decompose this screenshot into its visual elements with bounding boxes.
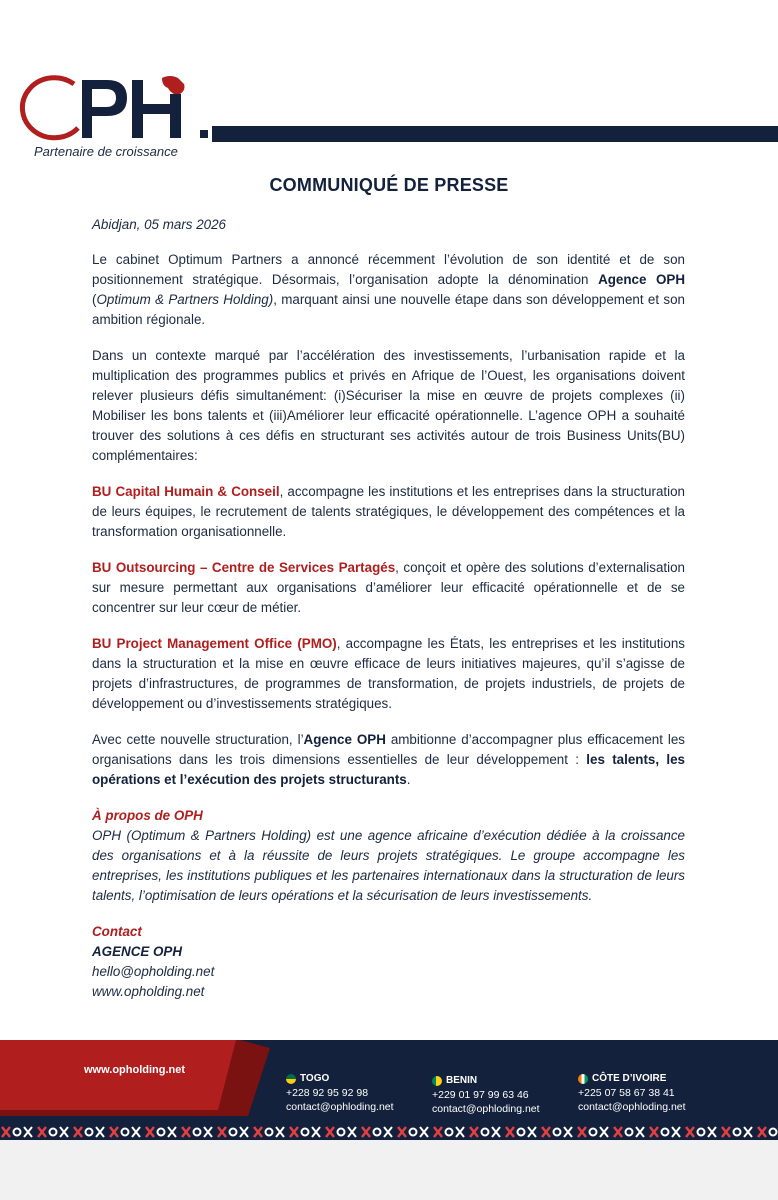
footer-decorative-pattern xyxy=(0,1124,778,1140)
civ-phone: +225 07 58 67 38 41 xyxy=(578,1087,675,1099)
paragraph-context: Dans un contexte marqué par l’accélération des investissements, l’urbanisation rapide et la multiplication des programmes publics et privés en Afrique de l’Ouest, les organisations doivent relever plusieurs défis simultanément: (i)Sécuriser la mise en œuvre de projets complexes (ii) Mobiliser les bons talents et (iii)Améliorer leur efficacité opérationnelle. L’agence OPH a souhaité trouver des solutions à ces défis en structurant ses activités autour de trois Business Units(BU) complémentaires: xyxy=(92,348,685,463)
civ-email[interactable]: contact@ophloding.net xyxy=(578,1101,686,1113)
paragraph-bu-capital-humain xyxy=(92,482,685,542)
footer-website[interactable]: www.opholding.net xyxy=(84,1064,186,1076)
contact-email[interactable]: hello@opholding.net xyxy=(92,964,215,979)
header-bar xyxy=(212,126,778,142)
oph-logo-mark xyxy=(12,72,212,147)
togo-country-label: TOGO xyxy=(300,1073,330,1084)
press-release-body xyxy=(92,215,685,1002)
bu3-name: BU Project Management Office (PMO) xyxy=(92,636,337,651)
civ-country-label: CÔTE D’IVOIRE xyxy=(592,1073,667,1084)
bu1-text: , accompagne les institutions et les entreprises dans la structuration de leurs équipes, le recrutement de talents stratégiques, le développement des compétences et la transformation organisationnelle. xyxy=(92,484,685,539)
bu2-name: BU Outsourcing – Centre de Services Partagés xyxy=(92,560,396,575)
bu3-text: , accompagne les États, les entreprises et les institutions dans la structuration et la mise en œuvre efficace de leurs initiatives majeures, qu’il s’agisse de projets d’infrastructures, de programmes de transformation, de projets industriels, de projets de développement ou d’investissements stratégiques. xyxy=(92,636,685,711)
civ-country xyxy=(578,1072,686,1086)
contact-website[interactable]: www.opholding.net xyxy=(92,984,205,999)
intro-full-name: Optimum & Partners Holding) xyxy=(96,292,274,307)
togo-phone: +228 92 95 92 98 xyxy=(286,1087,369,1099)
intro-text-2: ( xyxy=(92,292,97,307)
ambition-text-1: Avec cette nouvelle structuration, l’ xyxy=(92,732,304,747)
about-heading: À propos de OPH xyxy=(92,808,203,823)
benin-country-label: BENIN xyxy=(446,1075,478,1086)
document-title: COMMUNIQUÉ DE PRESSE xyxy=(269,175,509,195)
intro-agency-name: Agence OPH xyxy=(598,272,686,287)
cote-ivoire-flag-icon xyxy=(578,1074,588,1084)
footer-location-cote-ivoire xyxy=(578,1072,686,1114)
paragraph-ambition xyxy=(92,730,685,790)
intro-text-3: , marquant ainsi une nouvelle étape dans son développement et son ambition régionale. xyxy=(92,292,685,327)
benin-country xyxy=(432,1074,540,1088)
paragraph-bu-outsourcing xyxy=(92,558,685,618)
about-text: OPH (Optimum & Partners Holding) est une agence africaine d’exécution dédiée à la croissance des organisations et à la réussite de leurs projets stratégiques. Le groupe accompagne les entreprises, les institutions publiques et les partenaires internationaux dans la structuration de leurs talents, l’optimisation de leurs opérations et la sécurisation de leurs investissements. xyxy=(92,828,685,903)
bu1-name: BU Capital Humain & Conseil xyxy=(92,484,280,499)
bu2-text: , conçoit et opère des solutions d’externalisation sur mesure permettant aux organisations d’améliorer leur efficacité opérationnelle et de se concentrer sur leur cœur de métier. xyxy=(92,560,685,615)
intro-text-1: Le cabinet Optimum Partners a annoncé récemment l’évolution de son identité et de son positionnement stratégique. Désormais, l’organisation adopte la dénomination xyxy=(92,252,685,287)
contact-block xyxy=(92,922,685,1002)
logo-tagline: Partenaire de croissance xyxy=(34,144,178,159)
benin-flag-icon xyxy=(432,1076,442,1086)
togo-country xyxy=(286,1072,394,1086)
ambition-text-3: . xyxy=(406,772,411,787)
benin-email[interactable]: contact@ophloding.net xyxy=(432,1103,540,1115)
contact-heading: Contact xyxy=(92,924,142,939)
oph-logo xyxy=(12,72,212,162)
benin-phone: +229 01 97 99 63 46 xyxy=(432,1089,529,1101)
togo-email[interactable]: contact@ophloding.net xyxy=(286,1101,394,1113)
paragraph-bu-pmo xyxy=(92,634,685,714)
ambition-agency-name: Agence OPH xyxy=(303,732,386,747)
togo-flag-icon xyxy=(286,1074,296,1084)
release-date: Abidjan, 05 mars 2026 xyxy=(92,217,226,232)
footer-location-benin xyxy=(432,1074,540,1116)
contact-name: AGENCE OPH xyxy=(92,944,183,959)
ambition-text-2: ambitionne d’accompagner plus efficacement les organisations dans les trois dimensions essentielles de leur développement : xyxy=(92,732,685,767)
footer-location-togo xyxy=(286,1072,394,1114)
ambition-dimensions: les talents, les opérations et l’exécution des projets structurants xyxy=(92,752,685,787)
paragraph-intro xyxy=(92,250,685,330)
